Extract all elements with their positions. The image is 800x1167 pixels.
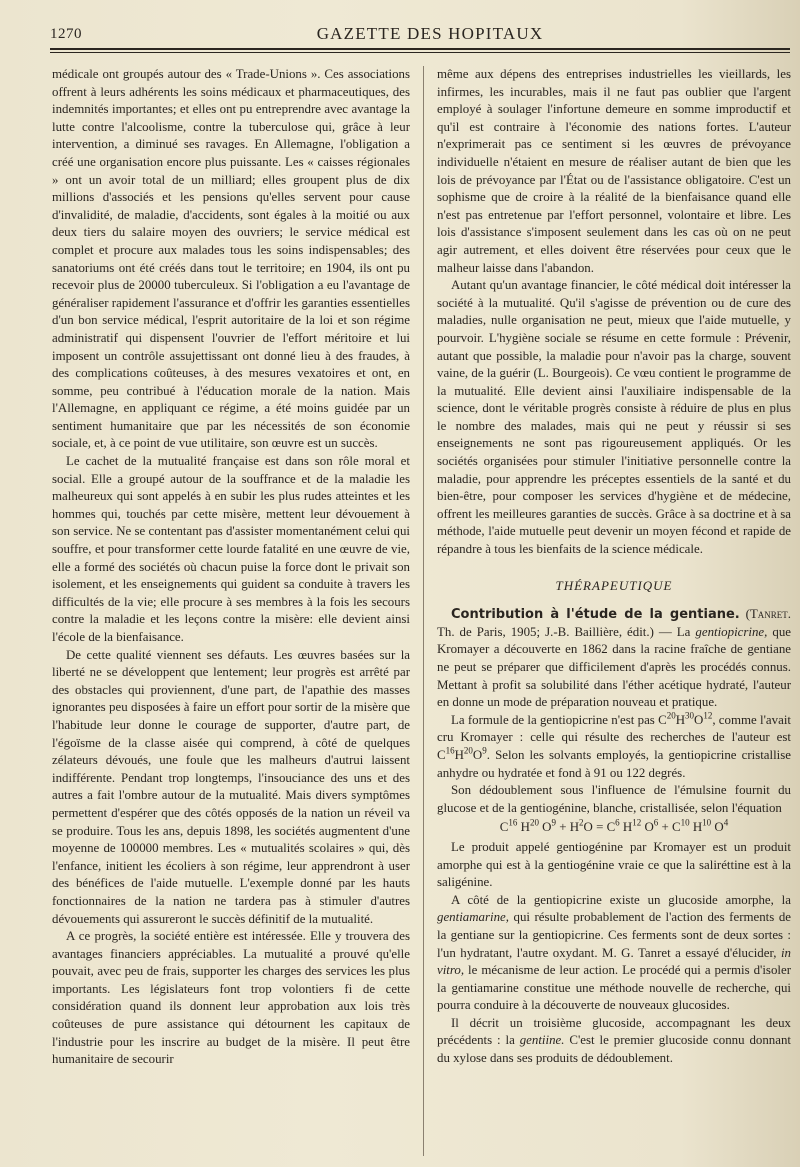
superscript: 12 <box>632 818 642 829</box>
paragraph: A ce progrès, la société entière est intéressée. Elle y trouvera des avantages financiers appréciables. La mutualité a prouvé qu'elle pouvait, avec peu de frais, supporter les charges des services les plus importants. Les législateurs font trop volontiers fi de cette considération quand ils donnent leur approbation aux lois très coûteuses de pure assistance qui détournent les capitaux de l'industrie pour les inscrire au budget de la misère. Il peut être humanitaire de secourir <box>52 929 410 1067</box>
paragraph: Le produit appelé gentiogénine par Kromayer est un produit amorphe qui est à la gentiogénine vraie ce que la saliréttine est à la saligénine. <box>437 839 791 890</box>
text: + <box>661 820 669 835</box>
superscript: 2 <box>579 818 584 829</box>
page-number: 1270 <box>50 26 82 42</box>
right-column <box>437 66 791 1068</box>
paragraph <box>437 892 791 1015</box>
superscript: 20 <box>666 710 676 721</box>
article-author: Tanret <box>749 607 788 622</box>
superscript: 4 <box>723 818 729 829</box>
article-ref: . Th. de Paris, 1905; J.-B. Baillière, édit.) — La <box>437 607 791 639</box>
paragraph: Son dédoublement sous l'influence de l'émulsine fournit du glucose et de la gentiogénine, blanche, cristallisée, selon l'équation <box>437 783 791 815</box>
text: . Selon les solvants employés, la gentiopicrine cristallise anhydre ou hydratée et fond à 91 ou 122 degrés. <box>437 747 791 780</box>
header-rule-thin <box>50 52 790 53</box>
column-divider <box>423 66 424 1156</box>
paragraph: De cette qualité viennent ses défauts. Les œuvres basées sur la liberté ne se développent que lentement; leur progrès est arrêté par des obstacles qui proviennent, d'une part, de l'apathie des masses ignorantes peu disposées à faire un effort pour sortir de la misère que l'habitude leur donne le courage de supporter, d'autre part, de l'égoïsme de la classe aisée qui comprend, à côté de quelques zélateurs dévoués, une foule que les malheurs d'autrui laissent indifférente. Pendant trop longtemps, l'insouciance des uns et des autres a fait l'ombre autour de la mutualité. Mais divers symptômes permettent d'espérer que des côtés opposés de la nation un réveil va se produire. Tous les ans, depuis 1898, les sociétés augmentent d'une moyenne de 100000 membres. Les « mutualités scolaires » qui, dès l'enfance, initient les écoliers à son régime, leur apprendront à user des bénéfices de l'aide mutuelle. L'exemple donné par les hauts fonctionnaires de la nation ne tardera pas à stimuler d'autres dévouements qui assureront le succès définitif de la mutualité. <box>52 647 410 926</box>
ref-paren: ( <box>745 607 750 622</box>
text: C'est le premier glucoside connu donnant du xylose dans ses produits de dédoublement. <box>437 1033 791 1066</box>
superscript: 9 <box>482 745 487 756</box>
section-title: THÉRAPEUTIQUE <box>555 577 673 593</box>
article-intro <box>437 606 791 712</box>
text: A côté de la gentiopicrine existe un glucoside amorphe, la <box>451 892 791 907</box>
header-rule-thick <box>50 48 790 50</box>
text: qui résulte probablement de l'action des ferments de la gentiane sur la gentiopicrine. Ces ferments sont de deux sortes : l'un hydratant, l'autre oxydant. M. G. Tanret a essayé d'élucider, <box>437 910 791 960</box>
superscript: 12 <box>703 710 713 721</box>
article-title: Contribution à l'étude de la gentiane. <box>451 607 740 623</box>
term-gentiopicrine: gentiopicrine, <box>695 624 768 639</box>
superscript: 10 <box>702 818 712 829</box>
text: Il décrit un troisième glucoside, accompagnant les deux précédents : la <box>437 1015 791 1048</box>
paragraph: même aux dépens des entreprises industrielles les vieillards, les infirmes, les incurables, mais il ne faut pas oublier que l'argent employé à soulager l'infortune demeure en somme improductif et qu'il est contraire à l'économie des nations fortes. L'auteur n'exprimerait pas ce sentiment si les œuvres de prévoyance individuelle n'étaient en mesure de réaliser autant de bien que les lois de prévoyance par l'État ou de l'assistance obligatoire. C'est un sophisme que de croire à la réalité de la bienfaisance quand elle n'est pas entretenue par l'effort personnel, volontaire et libre. Les lois d'assistance s'imposent seulement dans les cas où on ne peut agir autrement, et elles doivent être réservées pour ceux que le malheur laisse dans l'abandon. <box>437 67 791 275</box>
superscript: 16 <box>445 745 455 756</box>
paragraph <box>437 1015 791 1068</box>
text: le mécanisme de leur action. Le procédé qui a permis d'isoler la gentiamarine constitue une méthode nouvelle de recherche, qui pourra conduire à la découverte de nouveaux glucosides. <box>437 963 791 1013</box>
superscript: 10 <box>680 818 690 829</box>
formula-paragraph: La formule de la gentiopicrine n'est pas $C^{20}H^{30}O^{12}$, comme l'avait cru Kromayer : celle qui résulte des recherches de l'auteur est $C^{16}H^{20}O^9$. Selon les solvants employés, la gentiopicrine cristallise anhydre ou hydratée et fond à 91 ou 122 degrés. <box>437 710 791 780</box>
paragraph: Le cachet de la mutualité française est dans son rôle moral et social. Elle a groupé autour de la souffrance et de la maladie les malheureux qui sont appelés à en subir les plus rudes atteintes et les hommes qui, touchés par cette misère, mettent leur dévouement à son service. Ne se contentant pas d'assister momentanément celui qui souffre, et pour transformer cette lourde fatalité en une œuvre de vie, elle a formé des sociétés où chacun puise la force dont le privait son isolement, et les enseignements qui guident sa conduite à travers les difficultés de la vie; elle procure à ses membres à la fois les secours contre la maladie et les leçons contre la misère: elle devient ainsi l'école de la bienfaisance. <box>52 454 410 644</box>
superscript: 9 <box>551 818 556 829</box>
superscript: 20 <box>463 745 473 756</box>
paragraph: médicale ont groupés autour des « Trade-Unions ». Ces associations offrent à leurs adhérents les soins médicaux et pharmaceutiques, des indemnités importantes; et elles ont pu entreprendre avec avantage la lutte contre l'alcoolisme, contre la tuberculose qui, grâce à leur intervention, a diminué ses ravages. En Allemagne, l'obligation a créé une organisation encore plus puissante. Les « caisses régionales » ont un avoir total de un milliard; elles groupent plus de dix millions d'associés et les pensions qu'elles servent pour cause d'invalidité, de maladie, d'accidents, sont égales à la moitié ou aux deux tiers du salaire moyen des ouvriers; le service médical est complet et procure aux malades tous les soins indispensables; des sanatoriums ont été créés dans tout le territoire; en 1904, ils ont pu recevoir plus de 20000 tuberculeux. Si l'obligation a eu l'avantage de généraliser rapidement l'assurance et d'offrir les garanties essentielles d'un bon service médical, l'esprit autoritaire de la loi et son régime administratif qui dispensent l'ouvrier de l'effort méritoire et lui imposent un contrôle assujettissant ont donné lieu à des fraudes, à des complications coûteuses, à des mesures vexatoires et ont, en somme, peu contribué à l'éducation morale de la nation. Mais l'Allemagne, en appliquant ce régime, a été moins guidée par un sentiment humanitaire que par les nécessités de son économie sociale, et, à ce point de vue utilitaire, son œuvre est un succès. <box>52 67 410 451</box>
superscript: 20 <box>529 818 539 829</box>
intro-text: que Kromayer a découverte en 1862 dans la racine fraîche de gentiane ne peut se préparer que difficilement d'après les procédés connus. Mettant à profit sa solubilité dans l'éther acétique hydraté, l'auteur en donne un mode de préparation nouveau et pratique. <box>437 624 791 710</box>
term-gentiamarine: gentiamarine, <box>437 910 509 925</box>
superscript: 16 <box>508 818 518 829</box>
left-column <box>52 66 410 1069</box>
superscript: 30 <box>685 710 694 721</box>
text: La formule de la gentiopicrine n'est pas C <box>451 712 667 727</box>
paragraph: Autant qu'un avantage financier, le côté médical doit intéresser la société à la mutualité. Qu'il s'agisse de prévention ou de cure des maladies, nulle organisation ne peut, mieux que l'aide mutuelle, y pourvoir. L'hygiène sociale se résume en cette formule : Prévenir, autant que possible, la maladie pour n'avoir pas la charge, souvent vaine, de la guérir (L. Bourgeois). Ce vœu contient le programme de la mutualité. Elle devient ainsi l'auxiliaire indispensable de la science, dont le véritable progrès consiste à réduire de plus en plus le nombre des malades, mais qui ne peut y réussir si ses enseignements ne sont pas rigoureusement appliqués. Or les sociétés organisées pour stimuler l'initiative personnelle contre la maladie, pour apprendre les préceptes essentiels de la santé et du bien-être, pour composer les services d'hygiène et de médecine, offrent les meilleures garanties de succès. Grâce à sa doctrine et à sa méthode, l'aide mutuelle peut devenir un moyen fécond et rapide de répandre à tous les bienfaits de la science médicale. <box>437 278 791 557</box>
term-gentiine: gentiine. <box>519 1033 565 1048</box>
running-title: GAZETTE DES HOPITAUX <box>316 24 544 43</box>
superscript: 6 <box>653 818 659 829</box>
superscript: 6 <box>615 818 620 829</box>
text: , comme l'avait cru Kromayer : celle qui résulte des recherches de l'auteur est C <box>437 712 791 762</box>
equation: $C^{16}$ $H^{20}$ $O^9 + H^2O = C^6$ $H^{12}$ $O^6 + C^{10}$ $H^{10}$ $O^4$ <box>499 818 729 835</box>
term-in-vitro: in vitro, <box>437 945 791 978</box>
text: + H <box>559 820 580 835</box>
text: O = <box>583 820 604 835</box>
